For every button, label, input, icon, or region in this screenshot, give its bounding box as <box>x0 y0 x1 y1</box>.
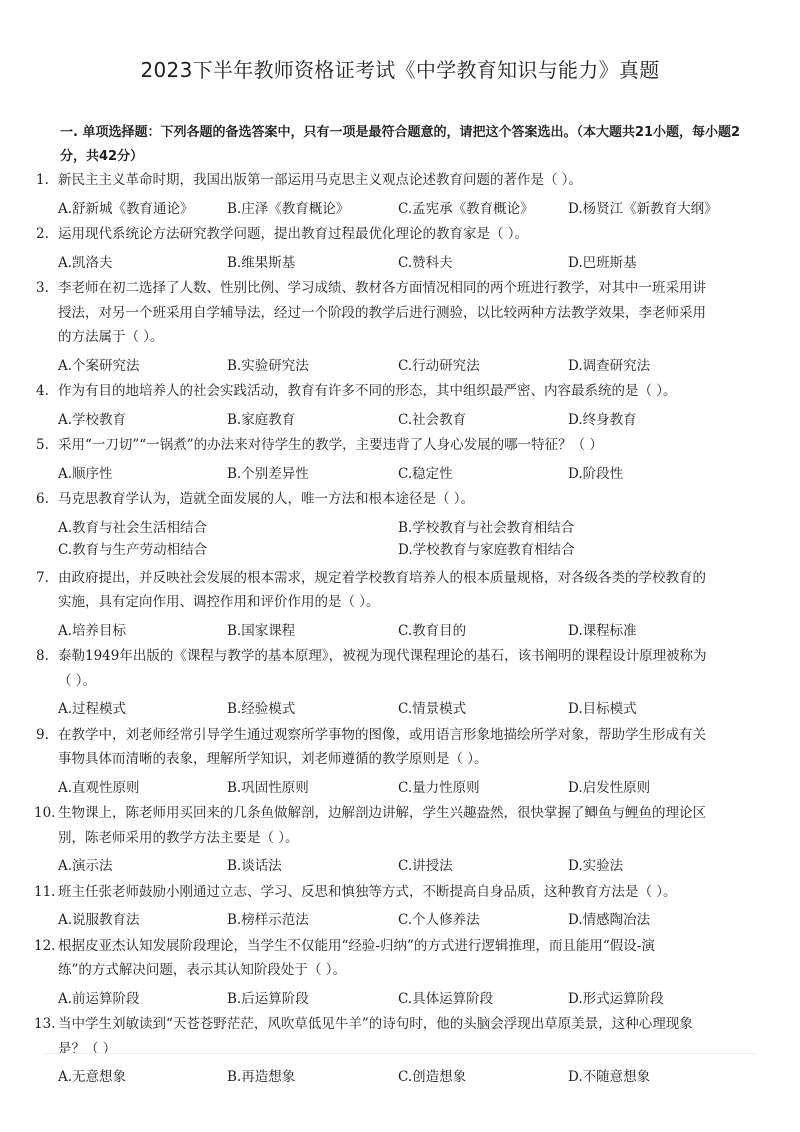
answer-option[interactable]: C.教育目的 <box>398 622 467 639</box>
question-item <box>0 222 800 275</box>
question-item <box>0 934 800 1012</box>
question-item <box>0 880 800 933</box>
question-text: 的方法属于（ ）。 <box>58 329 164 345</box>
question-text: 5. 采用“一刀切”“一锅煮”的办法来对待学生的教学，主要违背了人身心发展的哪一特征？（ ） <box>0 433 762 458</box>
question-text: 4. 作为有目的地培养人的社会实践活动，教育有许多不同的形态，其中组织最严密、内容最系统的是（ ）。 <box>0 379 762 404</box>
question-item <box>0 1012 800 1090</box>
question-item <box>0 644 800 722</box>
question-item <box>0 801 800 879</box>
question-text: 10. 生物课上，陈老师用买回来的几条鱼做解剖，边解剖边讲解，学生兴趣盎然，很快掌握了鲫鱼与鲤鱼的理论区 <box>0 801 762 826</box>
answer-option[interactable]: B.再造想象 <box>227 1069 296 1085</box>
answer-option[interactable]: D.阶段性 <box>568 465 624 482</box>
answer-option[interactable]: C.教育与生产劳动相结合 <box>58 541 208 558</box>
answer-option[interactable]: A.前运算阶段 <box>58 990 140 1007</box>
question-number: 5. <box>36 437 49 453</box>
question-item <box>0 379 800 432</box>
answer-option[interactable]: C.量力性原则 <box>398 779 480 796</box>
answer-option[interactable]: D.形式运算阶段 <box>568 990 664 1007</box>
answer-option[interactable]: B.谈话法 <box>227 858 282 874</box>
option-group <box>0 987 800 1012</box>
question-item <box>0 487 800 565</box>
answer-option[interactable]: D.目标模式 <box>568 701 637 717</box>
footer-divider <box>44 1053 756 1054</box>
answer-option[interactable]: A.过程模式 <box>58 701 127 717</box>
answer-option[interactable]: D.实验法 <box>568 858 624 874</box>
answer-option[interactable]: D.不随意想象 <box>568 1069 651 1085</box>
answer-option[interactable]: C.行动研究法 <box>398 357 480 374</box>
answer-option[interactable]: D.学校教育与家庭教育相结合 <box>398 541 575 558</box>
answer-option[interactable]: A.舒新城《教育通论》 <box>58 200 194 217</box>
answer-option[interactable]: B.经验模式 <box>227 701 296 717</box>
option-group <box>0 776 800 801</box>
answer-option[interactable]: A.凯洛夫 <box>58 254 113 271</box>
question-text: 7. 由政府提出，并反映社会发展的根本需求，规定着学校教育培养人的根本质量规格，对各级各类的学校教育的 <box>0 566 762 591</box>
question-text: 实施，具有定向作用、调控作用和评价作用的是（ ）。 <box>58 594 380 610</box>
question-number: 1. <box>36 172 49 188</box>
question-text: 11. 班主任张老师鼓励小刚通过立志、学习、反思和慎独等方式，不断提高自身品质，这种教育方法是（ ）。 <box>0 880 762 905</box>
answer-option[interactable]: D.杨贤江《新教育大纲》 <box>568 200 718 217</box>
question-number: 2. <box>36 226 49 242</box>
answer-option[interactable]: B.国家课程 <box>227 622 296 639</box>
answer-option[interactable]: B.榜样示范法 <box>227 912 309 928</box>
answer-option[interactable]: A.培养目标 <box>58 622 127 639</box>
answer-option[interactable]: B.个别差异性 <box>227 465 309 482</box>
option-group <box>0 251 800 276</box>
question-number: 9. <box>36 726 49 743</box>
answer-option[interactable]: A.说服教育法 <box>58 912 140 928</box>
option-group <box>0 854 800 879</box>
question-text: 12. 根据皮亚杰认知发展阶段理论，当学生不仅能用“经验-归纳”的方式进行逻辑推理，而且能用“假设-演 <box>0 934 762 959</box>
question-text: 3. 李老师在初二选择了人数、性别比例、学习成绩、教材各方面情况相同的两个班进行教学，对其中一班采用讲 <box>0 276 762 301</box>
answer-option[interactable]: A.无意想象 <box>58 1069 127 1085</box>
answer-option[interactable]: A.直观性原则 <box>58 779 140 796</box>
answer-option[interactable]: B.家庭教育 <box>227 411 296 428</box>
answer-option[interactable]: A.学校教育 <box>58 411 127 428</box>
answer-option[interactable]: B.维果斯基 <box>227 254 296 271</box>
question-text: 练”的方式解决问题，表示其认知阶段处于（ ）。 <box>58 962 346 978</box>
answer-option[interactable]: D.情感陶冶法 <box>568 912 651 928</box>
answer-option[interactable]: C.个人修养法 <box>398 912 480 928</box>
question-number: 10. <box>34 805 56 821</box>
answer-option[interactable]: C.孟宪承《教育概论》 <box>398 200 534 217</box>
question-item <box>0 433 800 486</box>
question-number: 3. <box>36 280 49 296</box>
question-number: 4. <box>36 383 49 399</box>
question-text: 6. 马克思教育学认为，造就全面发展的人，唯一方法和根本途径是（ ）。 <box>0 487 762 512</box>
question-text: 9. 在教学中，刘老师经常引导学生通过观察所学事物的图像，或用语言形象地描绘所学对象，帮助学生形成有关 <box>0 723 762 748</box>
answer-option[interactable]: C.社会教育 <box>398 411 467 428</box>
answer-option[interactable]: A.顺序性 <box>58 465 113 482</box>
answer-option[interactable]: A.演示法 <box>58 858 113 874</box>
section-heading: 一. 单项选择题：下列各题的备选答案中，只有一项是最符合题意的，请把这个答案选出。（本大题共21小题，每小题2分，共42分） <box>60 125 741 164</box>
question-text: 2. 运用现代系统论方法研究教学问题，提出教育过程最优化理论的教育家是（ ）。 <box>0 222 762 247</box>
question-number: 13. <box>34 1016 56 1032</box>
question-text: 8. 泰勒1949年出版的《课程与教学的基本原理》，被视为现代课程理论的基石，该书阐明的课程设计原理被称为 <box>0 644 762 669</box>
option-group <box>0 354 800 379</box>
question-number: 8. <box>36 648 49 664</box>
answer-option[interactable]: D.课程标准 <box>568 622 637 639</box>
answer-option[interactable]: B.学校教育与社会教育相结合 <box>398 519 575 536</box>
option-group <box>0 619 800 644</box>
answer-option[interactable]: C.具体运算阶段 <box>398 990 494 1007</box>
option-group <box>0 516 800 565</box>
answer-option[interactable]: B.后运算阶段 <box>227 990 309 1007</box>
question-text: 事物具体而清晰的表象，理解所学知识，刘老师遵循的教学原则是（ ）。 <box>58 751 488 767</box>
option-group <box>0 908 800 933</box>
answer-option[interactable]: A.教育与社会生活相结合 <box>58 519 208 536</box>
question-item <box>0 168 800 221</box>
question-text: 13. 当中学生刘敏读到“天苍苍野茫茫，风吹草低见牛羊”的诗句时，他的头脑会浮现出草原美景，这种心理现象 <box>0 1012 762 1037</box>
question-text: 别，陈老师采用的教学方法主要是（ ）。 <box>58 829 299 846</box>
answer-option[interactable]: A.个案研究法 <box>58 357 140 374</box>
answer-option[interactable]: C.讲授法 <box>398 858 453 874</box>
question-number: 11. <box>34 883 56 900</box>
answer-option[interactable]: D.巴班斯基 <box>568 254 637 271</box>
option-group <box>0 408 800 433</box>
page-title: 2023下半年教师资格证考试《中学教育知识与能力》真题 <box>140 58 660 82</box>
question-number: 6. <box>36 491 49 507</box>
option-group <box>0 462 800 487</box>
answer-option[interactable]: C.赞科夫 <box>398 254 453 271</box>
answer-option[interactable]: D.终身教育 <box>568 411 637 428</box>
option-group <box>0 197 800 222</box>
answer-option[interactable]: B.巩固性原则 <box>227 779 309 796</box>
question-item <box>0 566 800 644</box>
answer-option[interactable]: C.创造想象 <box>398 1069 467 1085</box>
question-item <box>0 276 800 378</box>
answer-option[interactable]: D.启发性原则 <box>568 779 651 796</box>
answer-option[interactable]: C.稳定性 <box>398 465 453 482</box>
question-text: 是？（ ） <box>58 1040 117 1057</box>
option-group <box>0 697 800 722</box>
question-item <box>0 723 800 801</box>
answer-option[interactable]: B.庄泽《教育概论》 <box>227 200 350 217</box>
question-number: 12. <box>34 937 56 954</box>
question-text: （ ）。 <box>58 672 97 689</box>
question-text: 1. 新民主主义革命时期，我国出版第一部运用马克思主义观点论述教育问题的著作是（ ）。 <box>0 168 762 193</box>
question-text: 授法，对另一个班采用自学辅导法，经过一个阶段的教学后进行测验，以比较两种方法教学效果，李老师采用 <box>58 304 706 321</box>
answer-option[interactable]: C.情景模式 <box>398 701 467 717</box>
answer-option[interactable]: B.实验研究法 <box>227 357 309 374</box>
answer-option[interactable]: D.调查研究法 <box>568 357 651 374</box>
question-number: 7. <box>36 569 49 586</box>
option-group <box>0 1065 800 1090</box>
question-list <box>0 168 800 1091</box>
